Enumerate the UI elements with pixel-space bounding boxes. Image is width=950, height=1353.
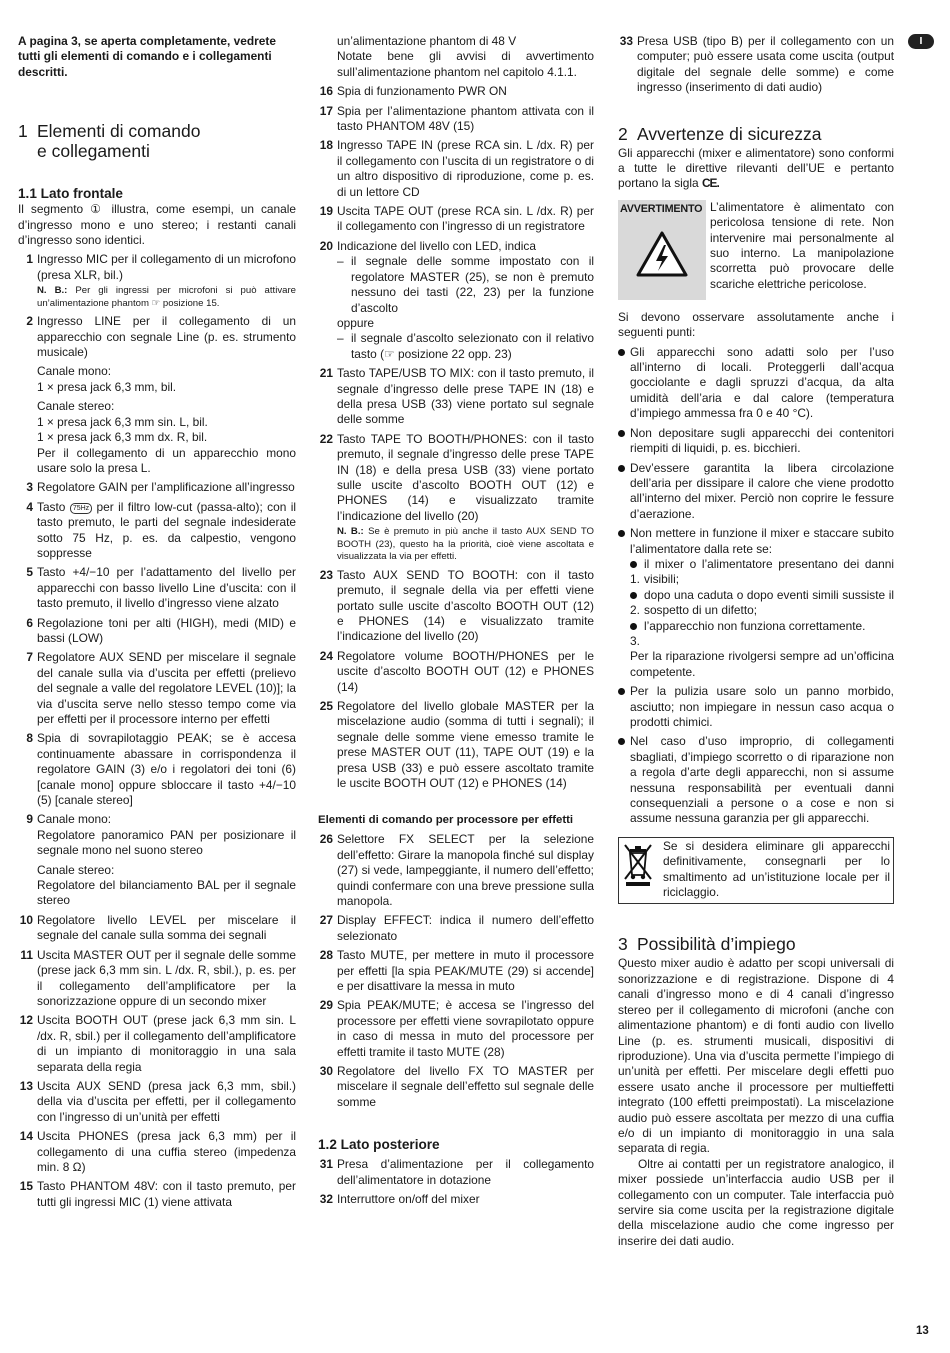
list-item: 27 Display EFFECT: indica il numero dell’effetto selezionato: [319, 913, 594, 943]
list-item: 1 Ingresso MIC per il collegamento di un microfono (presa XLR, bil.) N. B.: Per gli ingressi per microfoni si può attivare un’alimentazione phantom ☞ posizione 15.: [26, 252, 296, 309]
list-item: 21 Tasto TAPE/USB TO MIX: con il tasto premuto, il segnale d’ingresso delle prese TAPE IN (18) e della presa USB (33) viene portato sul segnale delle somme: [319, 366, 594, 427]
effects-controls-heading: Elementi di comando per processore per effetti: [318, 814, 574, 827]
list-item: 3 Regolatore GAIN per l’amplificazione all’ingresso: [26, 480, 295, 495]
list-item: 29 Spia PEAK/MUTE; è accesa se l’ingresso del processore per effetti viene sovrapilotato oppure in caso di messa in muto del processore per effetti tramite il tasto MUTE (28): [319, 998, 594, 1059]
list-item: 28 Tasto MUTE, per mettere in muto il processore per effetti [la spia PEAK/MUTE (29) si accende] e per disattivare la messa in muto: [319, 948, 594, 994]
bullet-item: Non depositare sugli apparecchi dei contenitori riempiti di liquidi, p. es. bicchieri.: [618, 426, 894, 457]
bullet-item: Per la pulizia usare solo un panno morbido, asciutto; non impiegare in nessun caso acqua o prodotti chimici.: [618, 684, 894, 730]
column-3: [618, 34, 894, 1249]
section-1-heading: 1 Elementi di comando e collegamenti: [18, 121, 201, 162]
list-item: 6 Regolazione toni per alti (HIGH), medi (MID) e bassi (LOW): [26, 615, 296, 645]
high-voltage-warning-icon: [636, 231, 688, 277]
section-3-paragraph: Oltre ai contatti per un registratore analogico, il mixer possiede un’interfaccia audio USB per il collegamento con un computer. Tale interfaccia può servire sia come uscita per la registrazione digitale della miscelazione audio che come ingresso per inserire dei dati audio.: [618, 1156, 894, 1248]
list-item: 11 Uscita MASTER OUT per il segnale delle somme (prese jack 6,3 mm sin. L /dx. R, sbil.), p. es. per il collegamento dell’amplificatore per la sonorizzazione oppure di un secondo mixer: [20, 947, 296, 1008]
list-item: 13 Uscita AUX SEND (presa jack 6,3 mm, sbil.) della via d’uscita per effetti, per il collegamento con l’ingresso di un’unità per effetti: [19, 1078, 296, 1124]
list-item: 20 Indicazione del livello con LED, indica – il segnale delle somme impostato con il regolatore MASTER (25), se non è premuto nessuno dei tasti (22, 23) per la funzione d’ascolto oppure – il segnale d’ascolto selezionato con il relativo tasto (☞ posizione 22 opp. 23): [319, 238, 594, 361]
list-item: 16 Spia di funzionamento PWR ON: [319, 84, 507, 99]
list-item: 15 Tasto PHANTOM 48V: con il tasto premuto, per tutti gli ingressi MIC (1) viene attivata: [19, 1179, 296, 1209]
section-3-heading: 3 Possibilità d’impiego: [618, 934, 796, 955]
list-item: 4 Tasto 75Hz per il filtro low-cut (passa-alto); con il tasto premuto, le parti del segnale indesiderate sotto 75 Hz, p. es. da calpestio, vengono soppresse: [26, 499, 296, 560]
list-item: 7 Regolatore AUX SEND per miscelare il segnale del canale sulla via d’uscita per effetti (prelievo del segnale a valle del regolatore LEVEL (10)]; la via d’uscita serve nello stesso tempo come via per effetti per il processore interno per effetti: [26, 650, 296, 726]
list-item: 26 Selettore FX SELECT per la selezione dell’effetto: Girare la manopola finché sul display (27) si vede, lampeggiante, il numero dell’effetto; quindi confermare con una breve pressione sulla manopola.: [319, 832, 594, 908]
section-3-paragraph: Questo mixer audio è adatto per scopi universali di sonorizzazione e di registrazione. Dispone di 4 canali d’ingresso mono e di 4 canali d’ingresso stereo per il collegamento di microfoni (anche con alimentazione phantom) e di fonti audio con livello Line (p. es. strumenti musicali, dispositivi di riproduzione). Una via d’uscita permette l’impiego di un’unità per effetti. Per miscelare degli effetti puo essere usato anche il processore per multieffetti integrato (100 effetti preimpostati). La miscelazione audio può essere ascoltata per mezzo di una cuffia e/o di un impianto di monitoraggio in una sala separata di regia.: [618, 956, 894, 1156]
list-item: 8 Spia di sovrapilotaggio PEAK; se è accesa continuamente abassare in corrispondenza il regolatore GAIN (3) e/o i regolatori dei toni (6) [canale mono] oppure sbloccare il tasto +4/−10 (5) [canale stereo]: [26, 731, 296, 808]
bullet-item: Dev’essere garantita la libera circolazione dell’aria per dissipare il calore che viene prodotto all’interno del mixer. Perciò non coprire le fessure d’aerazione.: [618, 461, 894, 523]
ce-mark: CE.: [701, 176, 719, 191]
warning-label: AVVERTIMENTO: [618, 200, 706, 300]
points-intro: Si devono osservare assolutamente anche i seguenti punti:: [618, 309, 894, 340]
subsection-1-2-heading: 1.2 Lato posteriore: [318, 1137, 440, 1153]
list-item: 25 Regolatore del livello globale MASTER per la miscelazione audio (somma di tutti i segnali); il segnale delle somme viene emesso tramite le prese MASTER OUT (11), TAPE OUT (19) e la presa USB (33) e può essere ascoltato tramite le uscite BOOTH OUT (12) e PHONES (14): [319, 698, 594, 790]
list-item: 17 Spia per l’alimentazione phantom attivata con il tasto PHANTOM 48V (15): [319, 103, 594, 134]
list-item: 32 Interruttore on/off del mixer: [319, 1192, 480, 1207]
bullet-item: Non mettere in funzione il mixer e staccare subito l’alimentatore dalla rete se: 1. il mixer o l’alimentatore presentano dei danni visibili; 2. dopo una caduta o dopo eventi simili sussiste il sospetto di un difetto; 3. l’apparecchio non funziona correttamente. Per la riparazione rivolgersi sempre ad un’officina competente.: [618, 526, 894, 680]
bullet-item: Gli apparecchi sono adatti solo per l’uso all’interno di locali. Proteggerli dall’acqua gocciolante e dagli spruzzi d’acqua, da alta umidità dell’aria e dal calore (temperatura d’impiego ammessa fra 0 e 40 °C).: [618, 345, 894, 422]
list-item: 14 Uscita PHONES (presa jack 6,3 mm) per il collegamento di una cuffia stereo (impedenza min. 8 Ω): [19, 1129, 296, 1174]
list-item: 10 Regolatore livello LEVEL per miscelare il segnale del canale sulla somma dei segnali: [19, 912, 296, 943]
list-item: 19 Uscita TAPE OUT (prese RCA sin. L /dx. R) per il collegamento con l’ingresso di un registratore: [319, 204, 594, 234]
warning-text: L’alimentatore è alimentato con pericolosa tensione di rete. Non intervenire mai personalmente al suo interno. La manipolazione scorretta può provocare delle scariche elettriche pericolose.: [710, 199, 894, 291]
column-2: [318, 34, 594, 1208]
column-1: [18, 34, 296, 1210]
list-item-continued: un’alimentazione phantom di 48 V Notate bene gli avvisi di avvertimento sull’alimentazione phantom nel capitolo 4.1.1.: [337, 34, 594, 79]
language-badge: I: [908, 34, 934, 49]
page-number: 13: [916, 1325, 929, 1337]
list-item: 2 Ingresso LINE per il collegamento di un apparecchio con segnale Line (p. es. strumento musicale) Canale mono: 1 × presa jack 6,3 mm, bil. Canale stereo: 1 × presa jack 6,3 mm sin. L, bil. 1 × presa jack 6,3 mm dx. R, bil. Per il collegamento di un apparecchio mono usare solo la presa L.: [26, 314, 296, 475]
note: N. B.: Se è premuto in più anche il tasto AUX SEND TO BOOTH (23), questo ha la priorità, cioè viene ascoltata e visualizzata la via per effetti.: [337, 526, 594, 563]
crossed-bin-icon: [619, 838, 661, 904]
list-item: 30 Regolatore del livello FX TO MASTER per miscelare il segnale dell’effetto sul segnale delle somme: [319, 1064, 594, 1109]
low-cut-filter-icon: 75Hz: [70, 503, 92, 514]
list-item: 5 Tasto +4/−10 per l’adattamento del livello per apparecchi con basso livello Line d’uscita: con il tasto premuto, il livello d’ingresso viene alzato: [26, 565, 296, 611]
list-item: 24 Regolatore volume BOOTH/PHONES per le uscite d’ascolto BOOTH OUT (12) e PHONES (14): [319, 648, 594, 694]
section-2-heading: 2 Avvertenze di sicurezza: [618, 123, 822, 144]
warning-box: [618, 200, 894, 300]
intro-text: A pagina 3, se aperta completamente, vedrete tutti gli elementi di comando e i collegamenti descritti.: [18, 34, 276, 79]
subsection-1-1-heading: 1.1 Lato frontale: [18, 186, 123, 202]
list-item: 12 Uscita BOOTH OUT (prese jack 6,3 mm sin. L /dx. R, sbil.) per il collegamento dell’amplificatore di un impianto di monitoraggio in una sala separata della regia: [19, 1013, 296, 1074]
list-item: 23 Tasto AUX SEND TO BOOTH: con il tasto premuto, il segnale della via per effetti viene portato sulle uscite d’ascolto BOOTH OUT (12) e PHONES (14) e visualizzato tramite l’indicazione del livello (20): [319, 567, 594, 644]
list-item: 18 Ingresso TAPE IN (prese RCA sin. L /dx. R) per il collegamento con l’uscita di un registratore o di un altro dispositivo di riproduzione, come p. es. di un lettore CD: [319, 138, 594, 199]
list-item: 33 Presa USB (tipo B) per il collegamento con un computer; può essere usata come uscita (output digitale del segnale delle somme) e come ingresso (inserimento di dati audio): [619, 34, 894, 95]
bullet-item: Nel caso d’uso improprio, di collegamenti sbagliati, d’impiego scorretto o di riparazione non a regola d’arte degli apparecchi, non si assume nessuna responsabilità per eventuali danni consequenziali a persone o a cose e non si assume nessuna garanzia per gli apparecchi.: [618, 734, 894, 826]
list-item: 9 Canale mono: Regolatore panoramico PAN per posizionare il segnale mono nel suono stereo Canale stereo: Regolatore del bilanciamento BAL per il segnale stereo: [26, 812, 296, 908]
recycling-text: Se si desidera eliminare gli apparecchi definitivamente, consegnarli per lo smaltimento ad un’istituzione locale per il riciclaggio.: [663, 838, 890, 900]
section-2-intro: Gli apparecchi (mixer e alimentatore) sono conformi a tutte le direttive rilevanti dell’UE e pertanto portano la sigla CE.: [618, 145, 894, 191]
list-item: 31 Presa d’alimentazione per il collegamento dell’alimentatore in dotazione: [319, 1157, 594, 1187]
list-item: 22 Tasto TAPE TO BOOTH/PHONES: con il tasto premuto, il segnale d’ingresso delle prese TAPE IN (18) e della presa USB (33) viene portato sulle uscite d’ascolto BOOTH OUT (12) e PHONES (14) e visualizzato tramite l’indicazione del livello (20) N. B.: Se è premuto in più anche il tasto AUX SEND TO BOOTH (23), questo ha la priorità, cioè viene ascoltata e visualizzata la via per effetti.: [319, 431, 594, 563]
recycling-box: [618, 837, 894, 905]
subsection-intro: Il segmento ① illustra, come esempi, un canale d’ingresso mono e uno stereo; i restanti canali d’ingresso sono identici.: [18, 202, 296, 248]
note: N. B.: Per gli ingressi per microfoni si può attivare un’alimentazione phantom ☞ posizione 15.: [37, 285, 296, 309]
